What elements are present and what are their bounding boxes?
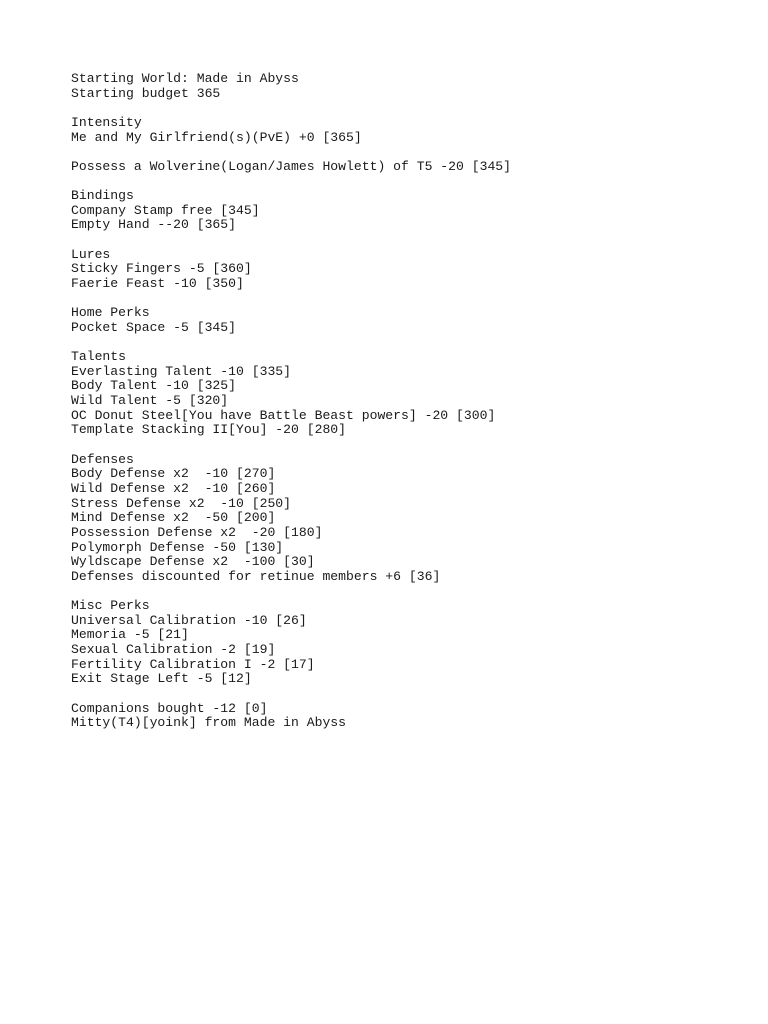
section-heading: Defenses	[71, 451, 134, 467]
blank-line	[71, 145, 751, 160]
text-line: Sticky Fingers -5 [360]	[71, 261, 252, 277]
blank-line	[71, 174, 751, 189]
text-line: Body Defense x2 -10 [270]	[71, 466, 276, 482]
text-line: Polymorph Defense -50 [130]	[71, 539, 284, 555]
section-heading: Misc Perks	[71, 598, 150, 614]
text-line: Template Stacking II[You] -20 [280]	[71, 422, 347, 438]
document-page	[71, 72, 751, 731]
blank-line	[71, 584, 751, 599]
text-line: Mitty(T4)[yoink] from Made in Abyss	[71, 715, 347, 731]
text-line: Companions bought -12 [0]	[71, 700, 268, 716]
text-line: Wild Defense x2 -10 [260]	[71, 480, 276, 496]
section-heading: Bindings	[71, 188, 134, 204]
text-line: Everlasting Talent -10 [335]	[71, 363, 292, 379]
blank-line	[71, 292, 751, 307]
blank-line	[71, 101, 751, 116]
blank-line	[71, 687, 751, 702]
text-line: Exit Stage Left -5 [12]	[71, 671, 252, 687]
blank-line	[71, 233, 751, 248]
text-line: Company Stamp free [345]	[71, 202, 260, 218]
text-line: Wild Talent -5 [320]	[71, 393, 229, 409]
text-line: Defenses discounted for retinue members +6 [36]	[71, 568, 441, 584]
section-heading: Intensity	[71, 114, 142, 130]
section-heading: Home Perks	[71, 305, 150, 321]
text-line: Fertility Calibration I -2 [17]	[71, 656, 315, 672]
section-heading: Lures	[71, 246, 111, 262]
text-line: Me and My Girlfriend(s)(PvE) +0 [365]	[71, 129, 362, 145]
blank-line	[71, 336, 751, 351]
text-line: Wyldscape Defense x2 -100 [30]	[71, 554, 315, 570]
text-line: Possess a Wolverine(Logan/James Howlett) of T5 -20 [345]	[71, 158, 512, 174]
text-line: OC Donut Steel[You have Battle Beast powers] -20 [300]	[71, 407, 496, 423]
text-line: Sexual Calibration -2 [19]	[71, 641, 276, 657]
text-line: Empty Hand --20 [365]	[71, 217, 237, 233]
text-line: Memoria -5 [21]	[71, 627, 189, 643]
text-line: Universal Calibration -10 [26]	[71, 612, 307, 628]
text-line: Starting budget 365	[71, 85, 221, 101]
blank-line	[71, 438, 751, 453]
text-line: Body Talent -10 [325]	[71, 378, 237, 394]
text-line: Starting World: Made in Abyss	[71, 71, 299, 86]
text-line: Pocket Space -5 [345]	[71, 319, 237, 335]
text-line: Possession Defense x2 -20 [180]	[71, 524, 323, 540]
text-line: Stress Defense x2 -10 [250]	[71, 495, 292, 511]
text-line: Faerie Feast -10 [350]	[71, 275, 244, 291]
section-heading: Talents	[71, 349, 127, 365]
text-line: Mind Defense x2 -50 [200]	[71, 510, 276, 526]
